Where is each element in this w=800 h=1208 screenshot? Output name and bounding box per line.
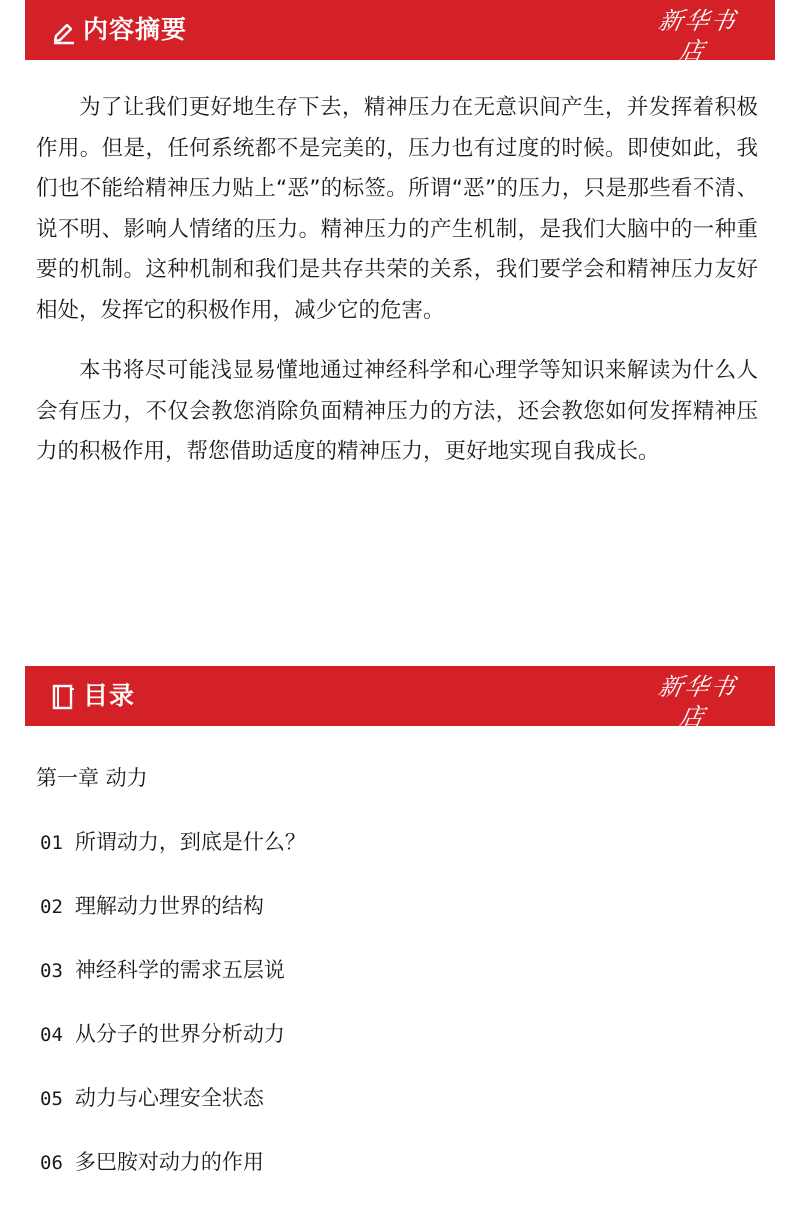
toc-item-number: 03 <box>40 960 63 982</box>
logo-english-text: XINHUA BOOKSTORE <box>646 732 744 741</box>
toc-item-number: 06 <box>40 1152 63 1174</box>
summary-paragraph: 为了让我们更好地生存下去，精神压力在无意识间产生，并发挥着积极作用。但是，任何系统都不是完美的，压力也有过度的时候。即使如此，我们也不能给精神压力贴上“恶”的标签。所谓“恶”的压力，只是那些看不清、说不明、影响人情绪的压力。精神压力的产生机制，是我们大脑中的一种重要的机制。这种机制和我们是共存共荣的关系，我们要学会和精神压力友好相处，发挥它的积极作用，减少它的危害。 <box>36 95 758 323</box>
book-icon <box>49 683 77 711</box>
pencil-edit-icon <box>49 17 77 45</box>
toc-item-number: 05 <box>40 1088 63 1110</box>
summary-body <box>36 88 758 493</box>
toc-item <box>40 1144 306 1208</box>
toc-item-text: 所谓动力，到底是什么？ <box>74 830 306 854</box>
toc-chapter-heading: 第一章 动力 <box>36 766 148 790</box>
toc-item <box>40 1016 306 1080</box>
summary-title: 内容摘要 <box>83 15 188 44</box>
toc-item-text: 神经科学的需求五层说 <box>74 958 285 982</box>
toc-item-text: 动力与心理安全状态 <box>74 1086 264 1110</box>
logo-chinese-text: 新华书店 <box>656 7 740 65</box>
xinhua-bookstore-logo <box>645 6 745 75</box>
toc-item-number: 02 <box>40 896 63 918</box>
logo-english-text: XINHUA BOOKSTORE <box>646 66 744 75</box>
xinhua-bookstore-logo <box>645 672 745 741</box>
logo-chinese-text: 新华书店 <box>656 673 740 731</box>
toc-list <box>40 824 306 1208</box>
summary-paragraph: 本书将尽可能浅显易懂地通过神经科学和心理学等知识来解读为什么人会有压力，不仅会教您消除负面精神压力的方法，还会教您如何发挥精神压力的积极作用，帮您借助适度的精神压力，更好地实现自我成长。 <box>36 358 758 464</box>
toc-item-number: 04 <box>40 1024 63 1046</box>
toc-item-text: 理解动力世界的结构 <box>74 894 264 918</box>
toc-item-text: 从分子的世界分析动力 <box>74 1022 285 1046</box>
toc-title: 目录 <box>83 681 136 710</box>
summary-header-banner <box>25 0 775 75</box>
toc-item <box>40 888 306 952</box>
toc-item <box>40 952 306 1016</box>
toc-item <box>40 1080 306 1144</box>
toc-item-text: 多巴胺对动力的作用 <box>74 1150 264 1174</box>
toc-item-number: 01 <box>40 832 63 854</box>
toc-item <box>40 824 306 888</box>
toc-header-banner <box>25 666 775 741</box>
